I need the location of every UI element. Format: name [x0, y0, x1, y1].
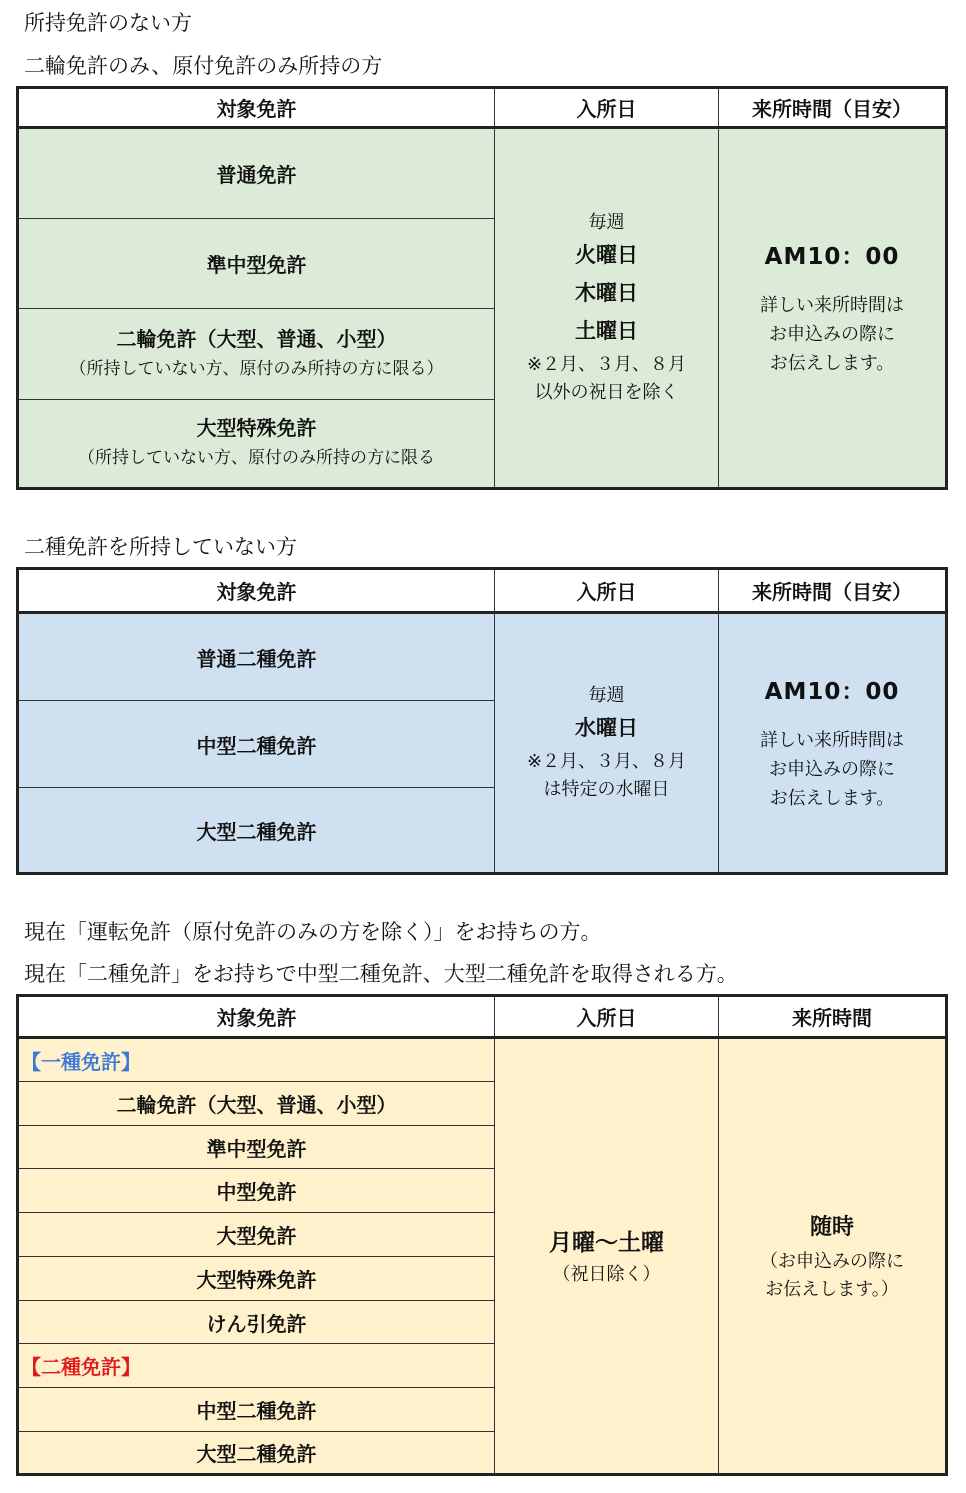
entry-day-cell [495, 1038, 719, 1475]
license-row: 大型二種免許 [18, 788, 495, 874]
header-entry-day: 入所日 [495, 88, 719, 128]
arrival-note-2: お申込みの際に [769, 324, 895, 345]
entry-note-1: ※２月、３月、８月 [526, 751, 687, 772]
entry-day-cell [495, 613, 719, 874]
license-row [18, 400, 495, 489]
section1-table [16, 86, 948, 490]
license-row: けん引免許 [18, 1301, 495, 1344]
license-name: 二輪免許（大型、普通、小型） [116, 326, 397, 351]
license-row: 大型免許 [18, 1213, 495, 1257]
section3-table [16, 994, 948, 1476]
arrival-time-value: AM10：00 [764, 244, 900, 270]
license-row: 中型免許 [18, 1169, 495, 1213]
arrival-time-value: 随時 [809, 1215, 854, 1240]
header-license: 対象免許 [18, 996, 495, 1038]
license-row: 中型二種免許 [18, 701, 495, 788]
entry-day-sat: 土曜日 [575, 319, 638, 343]
group-label-class2: 【二種免許】 [18, 1344, 495, 1388]
header-arrival-time: 来所時間 [719, 996, 947, 1038]
license-note: （所持していない方、原付のみ所持の方に限る [78, 448, 435, 468]
arrival-note-2: お伝えします。） [765, 1279, 899, 1300]
license-note: （所持していない方、原付のみ所持の方に限る） [69, 358, 444, 379]
arrival-time-cell [719, 1038, 947, 1475]
license-row: 準中型免許 [18, 219, 495, 309]
section1-caption-1: 所持免許のない方 [24, 11, 192, 35]
arrival-note-1: 詳しい来所時間は [760, 295, 904, 316]
header-entry-day: 入所日 [495, 996, 719, 1038]
license-row: 準中型免許 [18, 1126, 495, 1169]
entry-note-2: は特定の水曜日 [543, 779, 670, 800]
arrival-time-value: AM10：00 [764, 679, 900, 705]
arrival-note-3: お伝えします。 [769, 788, 895, 809]
section3-caption-1: 現在「運転免許（原付免許のみの方を除く）」をお持ちの方。 [24, 920, 602, 944]
entry-prefix: 毎週 [588, 685, 625, 706]
license-row [18, 309, 495, 400]
section3-caption-2: 現在「二種免許」をお持ちで中型二種免許、大型二種免許を取得される方。 [24, 962, 738, 986]
group-label-class1: 【一種免許】 [18, 1038, 495, 1082]
license-row: 中型二種免許 [18, 1388, 495, 1432]
arrival-note-2: お申込みの際に [769, 759, 895, 780]
section2-caption: 二種免許を所持していない方 [24, 535, 297, 559]
license-row: 普通二種免許 [18, 613, 495, 701]
entry-day-thu: 木曜日 [575, 281, 638, 305]
entry-prefix: 毎週 [588, 212, 625, 233]
arrival-time-cell [719, 128, 947, 489]
license-row: 大型特殊免許 [18, 1257, 495, 1301]
entry-day-tue: 火曜日 [575, 243, 638, 267]
header-license: 対象免許 [18, 569, 495, 613]
entry-day-cell [495, 128, 719, 489]
license-name: 大型特殊免許 [196, 416, 317, 440]
arrival-note-1: 詳しい来所時間は [760, 730, 904, 751]
arrival-time-cell [719, 613, 947, 874]
header-license: 対象免許 [18, 88, 495, 128]
header-arrival-time: 来所時間（目安） [719, 569, 947, 613]
license-row: 二輪免許（大型、普通、小型） [18, 1082, 495, 1126]
entry-note-1: ※２月、３月、８月 [526, 354, 687, 375]
arrival-note-3: お伝えします。 [769, 353, 895, 374]
header-arrival-time: 来所時間（目安） [719, 88, 947, 128]
entry-note-2: 以外の祝日を除く [534, 382, 679, 403]
section1-caption-2: 二輪免許のみ、原付免許のみ所持の方 [24, 54, 383, 78]
entry-days: 月曜～土曜 [549, 1230, 664, 1256]
license-row: 大型二種免許 [18, 1432, 495, 1475]
header-entry-day: 入所日 [495, 569, 719, 613]
section2-table [16, 567, 948, 875]
license-row: 普通免許 [18, 128, 495, 219]
entry-day-wed: 水曜日 [575, 716, 638, 740]
arrival-note-1: （お申込みの際に [760, 1251, 904, 1272]
entry-note: （祝日除く） [552, 1264, 661, 1285]
